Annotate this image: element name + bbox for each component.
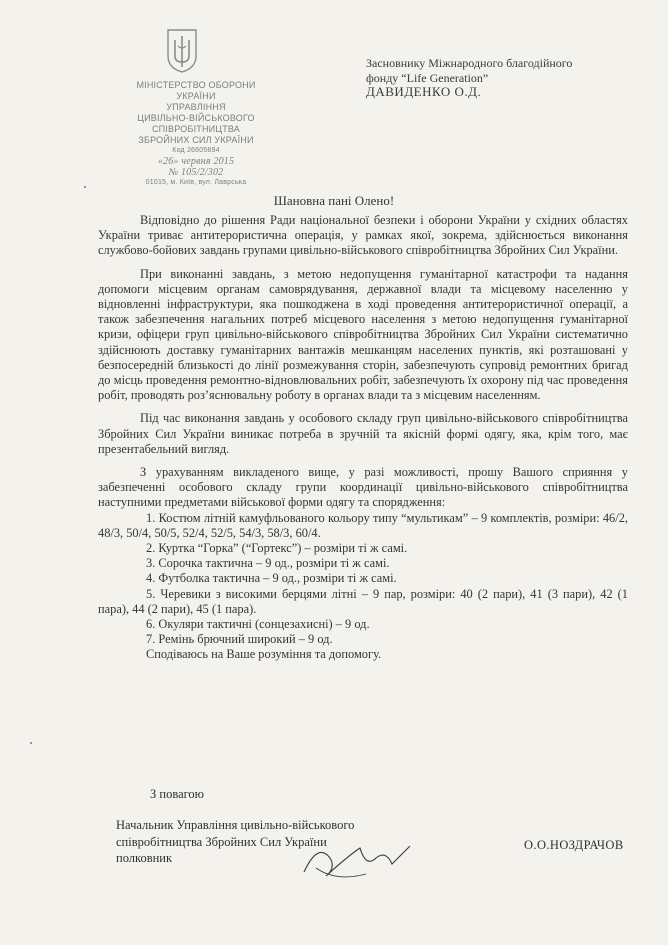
addressee-line: фонду “Life Generation” (366, 70, 489, 85)
paragraph: Під час виконання завдань у особового складу груп цивільно-військового співробітництва Збройних Сил України виникає потреба в зручній та якісній формі одягу, яка, крім того, має презентабельний вигляд. (98, 411, 628, 456)
scan-speck (30, 742, 32, 744)
stamp-number: № 105/2/302 (168, 167, 224, 178)
addressee-name: ДАВИДЕНКО О.Д. (366, 84, 482, 99)
signer-name: О.О.НОЗДРАЧОВ (524, 838, 624, 852)
registration-stamp (108, 80, 284, 188)
stamp-line: СПІВРОБІТНИЦТВА (151, 124, 240, 134)
paragraph: З урахуванням викладеного вище, у разі можливості, прошу Вашого сприяння у забезпеченні особового складу групи координації цивільно-військового співробітництва наступними предметами військової форми одягу та спорядження: (98, 465, 628, 510)
stamp-line: ЗБРОЙНИХ СИЛ УКРАЇНИ (138, 135, 254, 145)
list-item: 7. Ремінь брючний широкий – 9 од. (146, 632, 333, 647)
list-item: 3. Сорочка тактична – 9 од., розміри ті ж самі. (146, 556, 390, 571)
stamp-address: 01015, м. Київ, вул. Лаврська (145, 179, 247, 186)
stamp-code: Код 26605894 (172, 147, 220, 154)
stamp-line: УКРАЇНИ (176, 91, 216, 101)
list-item: 4. Футболка тактична – 9 од., розміри ті ж самі. (146, 571, 397, 586)
list-item: 6. Окуляри тактичні (сонцезахисні) – 9 од. (146, 617, 370, 632)
list-item: 5. Черевики з високими берцями літні – 9 пар, розміри: 40 (2 пари), 41 (3 пари), 42 (1 пара), 44 (2 пари), 45 (1 пара). (98, 586, 628, 616)
list-item: 1. Костюм літній камуфльованого кольору типу “мультикам” – 9 комплектів, розміри: 46/2, 48/3, 50/4, 50/5, 52/4, 52/5, 54/3, 58/3, 60/4. (98, 510, 628, 540)
position-line: Начальник Управління цивільно-військового (116, 818, 355, 832)
letter-body (98, 213, 628, 663)
final-line: Сподіваюсь на Ваше розуміння та допомогу. (146, 647, 382, 662)
stamp-line: МІНІСТЕРСТВО ОБОРОНИ (136, 80, 256, 90)
list-item: 2. Куртка “Горка” (“Гортекс”) – розміри ті ж самі. (146, 541, 408, 556)
stamp-line: ЦИВІЛЬНО-ВІЙСЬКОВОГО (137, 113, 255, 123)
trident-emblem-icon (165, 26, 199, 74)
items-list (98, 511, 628, 663)
addressee-block (366, 56, 646, 100)
paragraph: Відповідно до рішення Ради національної безпеки і оборони України у східних областях України триває антитерористична операція, у рамках якої, зокрема, здійснюється виконання службово-бойових завдань групами цивільно-військового співробітництва Збройних Сил України. (98, 213, 628, 258)
position-line: співробітництва Збройних Сил України (116, 834, 327, 849)
stamp-line: УПРАВЛІННЯ (166, 102, 226, 112)
greeting: Шановна пані Олено! (273, 193, 395, 208)
addressee-line: Засновнику Міжнародного благодійного (366, 56, 573, 70)
closing-phrase: З повагою (150, 787, 205, 801)
scan-speck (84, 186, 86, 188)
handwritten-signature (296, 828, 416, 888)
stamp-date: «26» червня 2015 (157, 156, 235, 167)
paragraph: При виконанні завдань, з метою недопущення гуманітарної катастрофи та надання допомоги місцевим органам самоврядування, державної влади та місцевому населенню у відновленні інфраструктури, яка пошкоджена в ході проведення антитерористичної операції, а також забезпечення нагальних потреб місцевого населення з метою недопущення гуманітарної кризи, офіцери груп цивільно-військового співробітництва Збройних Сил України систематично здійснюють доставку гуманітарних вантажів мешканцям населених пунктів, які розташовані у безпосередній близькості до лінії розмежування сторін, забезпечують супровід ремонтних бригад до місць проведення ремонтно-відновлювальних робіт, забезпечують їх охорону під час проведення робіт, проводять роз’яснювальну роботу в органах влади та з місцевим населенням. (98, 266, 628, 403)
position-rank: полковник (116, 851, 173, 865)
